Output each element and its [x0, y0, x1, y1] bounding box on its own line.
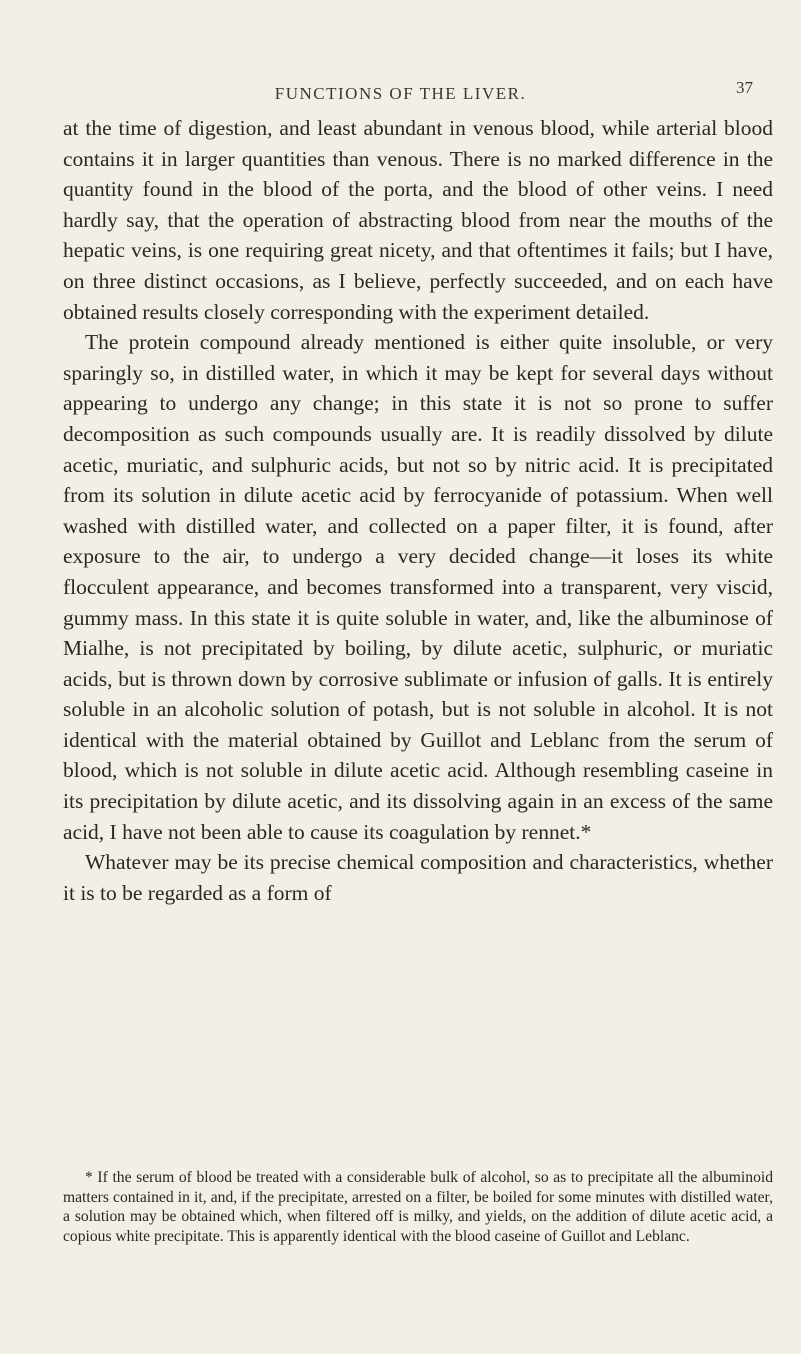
paragraph-chemical-composition: Whatever may be its precise chemical composition and characteristics, whether it is to be regarded as a form of: [63, 850, 773, 905]
paragraph-protein-compound: The protein compound already mentioned is either quite insoluble, or very sparingly so, in distilled water, in which it may be kept for several days without appearing to undergo any change; in this state it is not so prone to suffer decomposition as such compounds usually are. It is readily dissolved by dilute acetic, muriatic, and sulphuric acids, but not so by nitric acid. It is precipitated from its solution in dilute acetic acid by ferrocyanide of potassium. When well washed with distilled water, and collected on a paper filter, it is found, after exposure to the air, to undergo a very decided change—it loses its white flocculent appearance, and becomes transformed into a transparent, very viscid, gummy mass. In this state it is quite soluble in water, and, like the albuminose of Mialhe, is not precipitated by boiling, by dilute acetic, sulphuric, or muriatic acids, but is thrown down by corrosive sublimate or infusion of galls. It is entirely soluble in an alcoholic solution of potash, but is not soluble in alcohol. It is not identical with the material obtained by Guillot and Leblanc from the serum of blood, which is not soluble in dilute acetic acid. Although resembling caseine in its precipitation by dilute acetic, and its dissolving again in an excess of the same acid, I have not been able to cause its coagulation by rennet.*: [63, 330, 773, 844]
body-text: [63, 113, 773, 908]
page-number: 37: [736, 78, 753, 97]
running-head: [0, 78, 801, 108]
paragraph-continuation: at the time of digestion, and least abundant in venous blood, while arterial blood contains it in larger quantities than venous. There is no marked difference in the quantity found in the blood of the porta, and the blood of other veins. I need hardly say, that the operation of abstracting blood from near the mouths of the hepatic veins, is one requiring great nicety, and that oftentimes it fails; but I have, on three distinct occasions, as I believe, perfectly succeeded, and on each have obtained results closely corresponding with the experiment detailed.: [63, 116, 773, 324]
footnote: * If the serum of blood be treated with a considerable bulk of alcohol, so as to precipitate all the albuminoid matters contained in it, and, if the precipitate, arrested on a filter, be boiled for some minutes with distilled water, a solution may be obtained which, when filtered off is milky, and yields, on the addition of dilute acetic acid, a copious white precipitate. This is apparently identical with the blood caseine of Guillot and Leblanc.: [63, 1169, 773, 1245]
running-title: FUNCTIONS OF THE LIVER.: [274, 84, 527, 103]
